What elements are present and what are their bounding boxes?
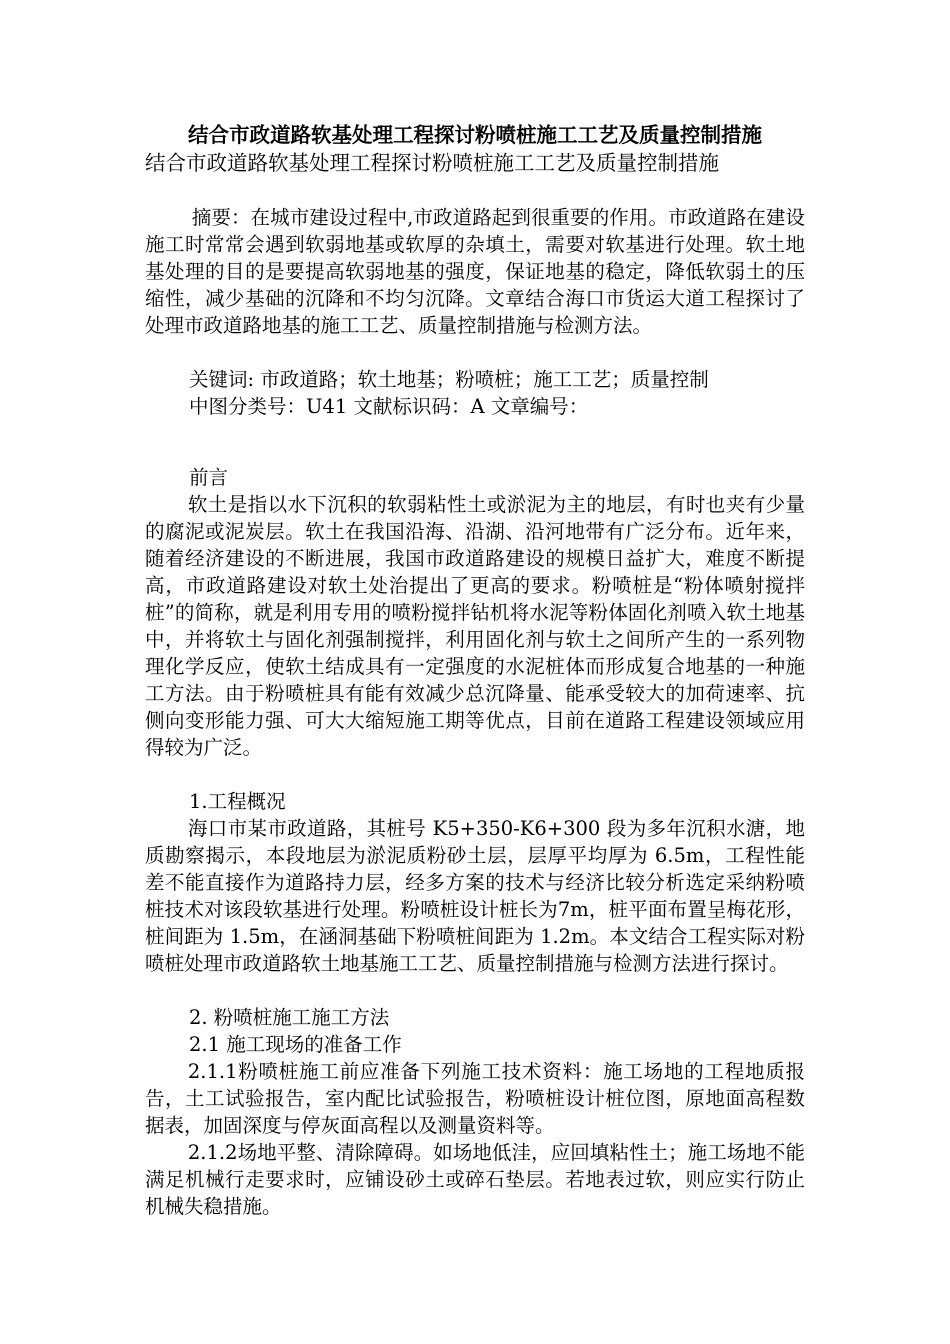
classification-line: 中图分类号：U41 文献标识码：A 文章编号： <box>189 395 589 418</box>
blank-line <box>145 977 805 1004</box>
section-1-paragraph: 海口市某市政道路，其桩号 K5+350-K6+300 段为多年沉积水溏，地质勘察揭示，本段地层为淤泥质粉砂土层，层厚平均厚为 6.5m，工程性能差不能直接作为道路持力层，经多方案的技术与经济比较分析选定采纳粉喷桩技术对该段软基进行处理。粉喷桩设计桩长为7m，桩平面布置呈梅花形，桩间距为 1.5m，在涵洞基础下粉喷桩间距为 1.2m。本文结合工程实际对粉喷桩处理市政道路软土地基施工工艺、质量控制措施与检测方法进行探讨。 <box>145 817 805 975</box>
preface-heading: 前言 <box>189 466 229 489</box>
document-title: 结合市政道路软基处理工程探讨粉喷桩施工工艺及质量控制措施 <box>188 123 762 147</box>
preface-paragraph: 软土是指以水下沉积的软弱粘性土或淤泥为主的地层，有时也夹有少量的腐泥或泥炭层。软土在我国沿海、沿湖、沿河地带有广泛分布。近年来，随着经济建设的不断进展，我国市政道路建设的规模日益扩大，难度不断提高，市政道路建设对软土处治提出了更高的要求。粉喷桩是“粉体喷射搅拌桩”的简称，就是利用专用的喷粉搅拌钻机将水泥等粉体固化剂喷入软土地基中，并将软土与固化剂强制搅拌，利用固化剂与软土之间所产生的一系列物理化学反应，使软土结成具有一定强度的水泥桩体而形成复合地基的一种施工方法。由于粉喷桩具有能有效减少总沉降量、能承受较大的加荷速率、抗侧向变形能力强、可大大缩短施工期等优点，目前在道路工程建设领域应用得较为广泛。 <box>145 493 805 759</box>
document-subtitle: 结合市政道路软基处理工程探讨粉喷桩施工工艺及质量控制措施 <box>145 151 719 175</box>
section-2-1-1-paragraph: 2.1.1粉喷桩施工前应准备下列施工技术资料：施工场地的工程地质报告，土工试验报告，室内配比试验报告，粉喷桩设计桩位图，原地面高程数据表，加固深度与停灰面高程以及测量资料等。 <box>145 1060 805 1137</box>
blank-line <box>145 761 805 788</box>
blank-line <box>145 420 805 464</box>
abstract-paragraph: 摘要：在城市建设过程中,市政道路起到很重要的作用。市政道路在建设施工时常常会遇到软弱地基或软厚的杂填土，需要对软基进行处理。软土地基处理的目的是要提高软弱地基的强度，保证地基的稳定，降低软弱土的压缩性，减少基础的沉降和不均匀沉降。文章结合海口市货运大道工程探讨了处理市政道路地基的施工工艺、质量控制措施与检测方法。 <box>145 206 805 337</box>
keywords-line: 关键词: 市政道路；软土地基；粉喷桩；施工工艺；质量控制 <box>189 368 709 391</box>
section-2-1-heading: 2.1 施工现场的准备工作 <box>189 1033 402 1056</box>
blank-line <box>145 177 805 204</box>
section-1-heading: 1.工程概况 <box>189 790 286 813</box>
section-2-1-2-paragraph: 2.1.2场地平整、清除障碍。如场地低洼，应回填粘性土；施工场地不能满足机械行走要求时，应铺设砂土或碎石垫层。若地表过软，则应实行防止机械失稳措施。 <box>145 1141 805 1218</box>
blank-line <box>145 339 805 366</box>
section-2-heading: 2. 粉喷桩施工施工方法 <box>189 1006 390 1029</box>
document-page <box>145 121 805 1220</box>
